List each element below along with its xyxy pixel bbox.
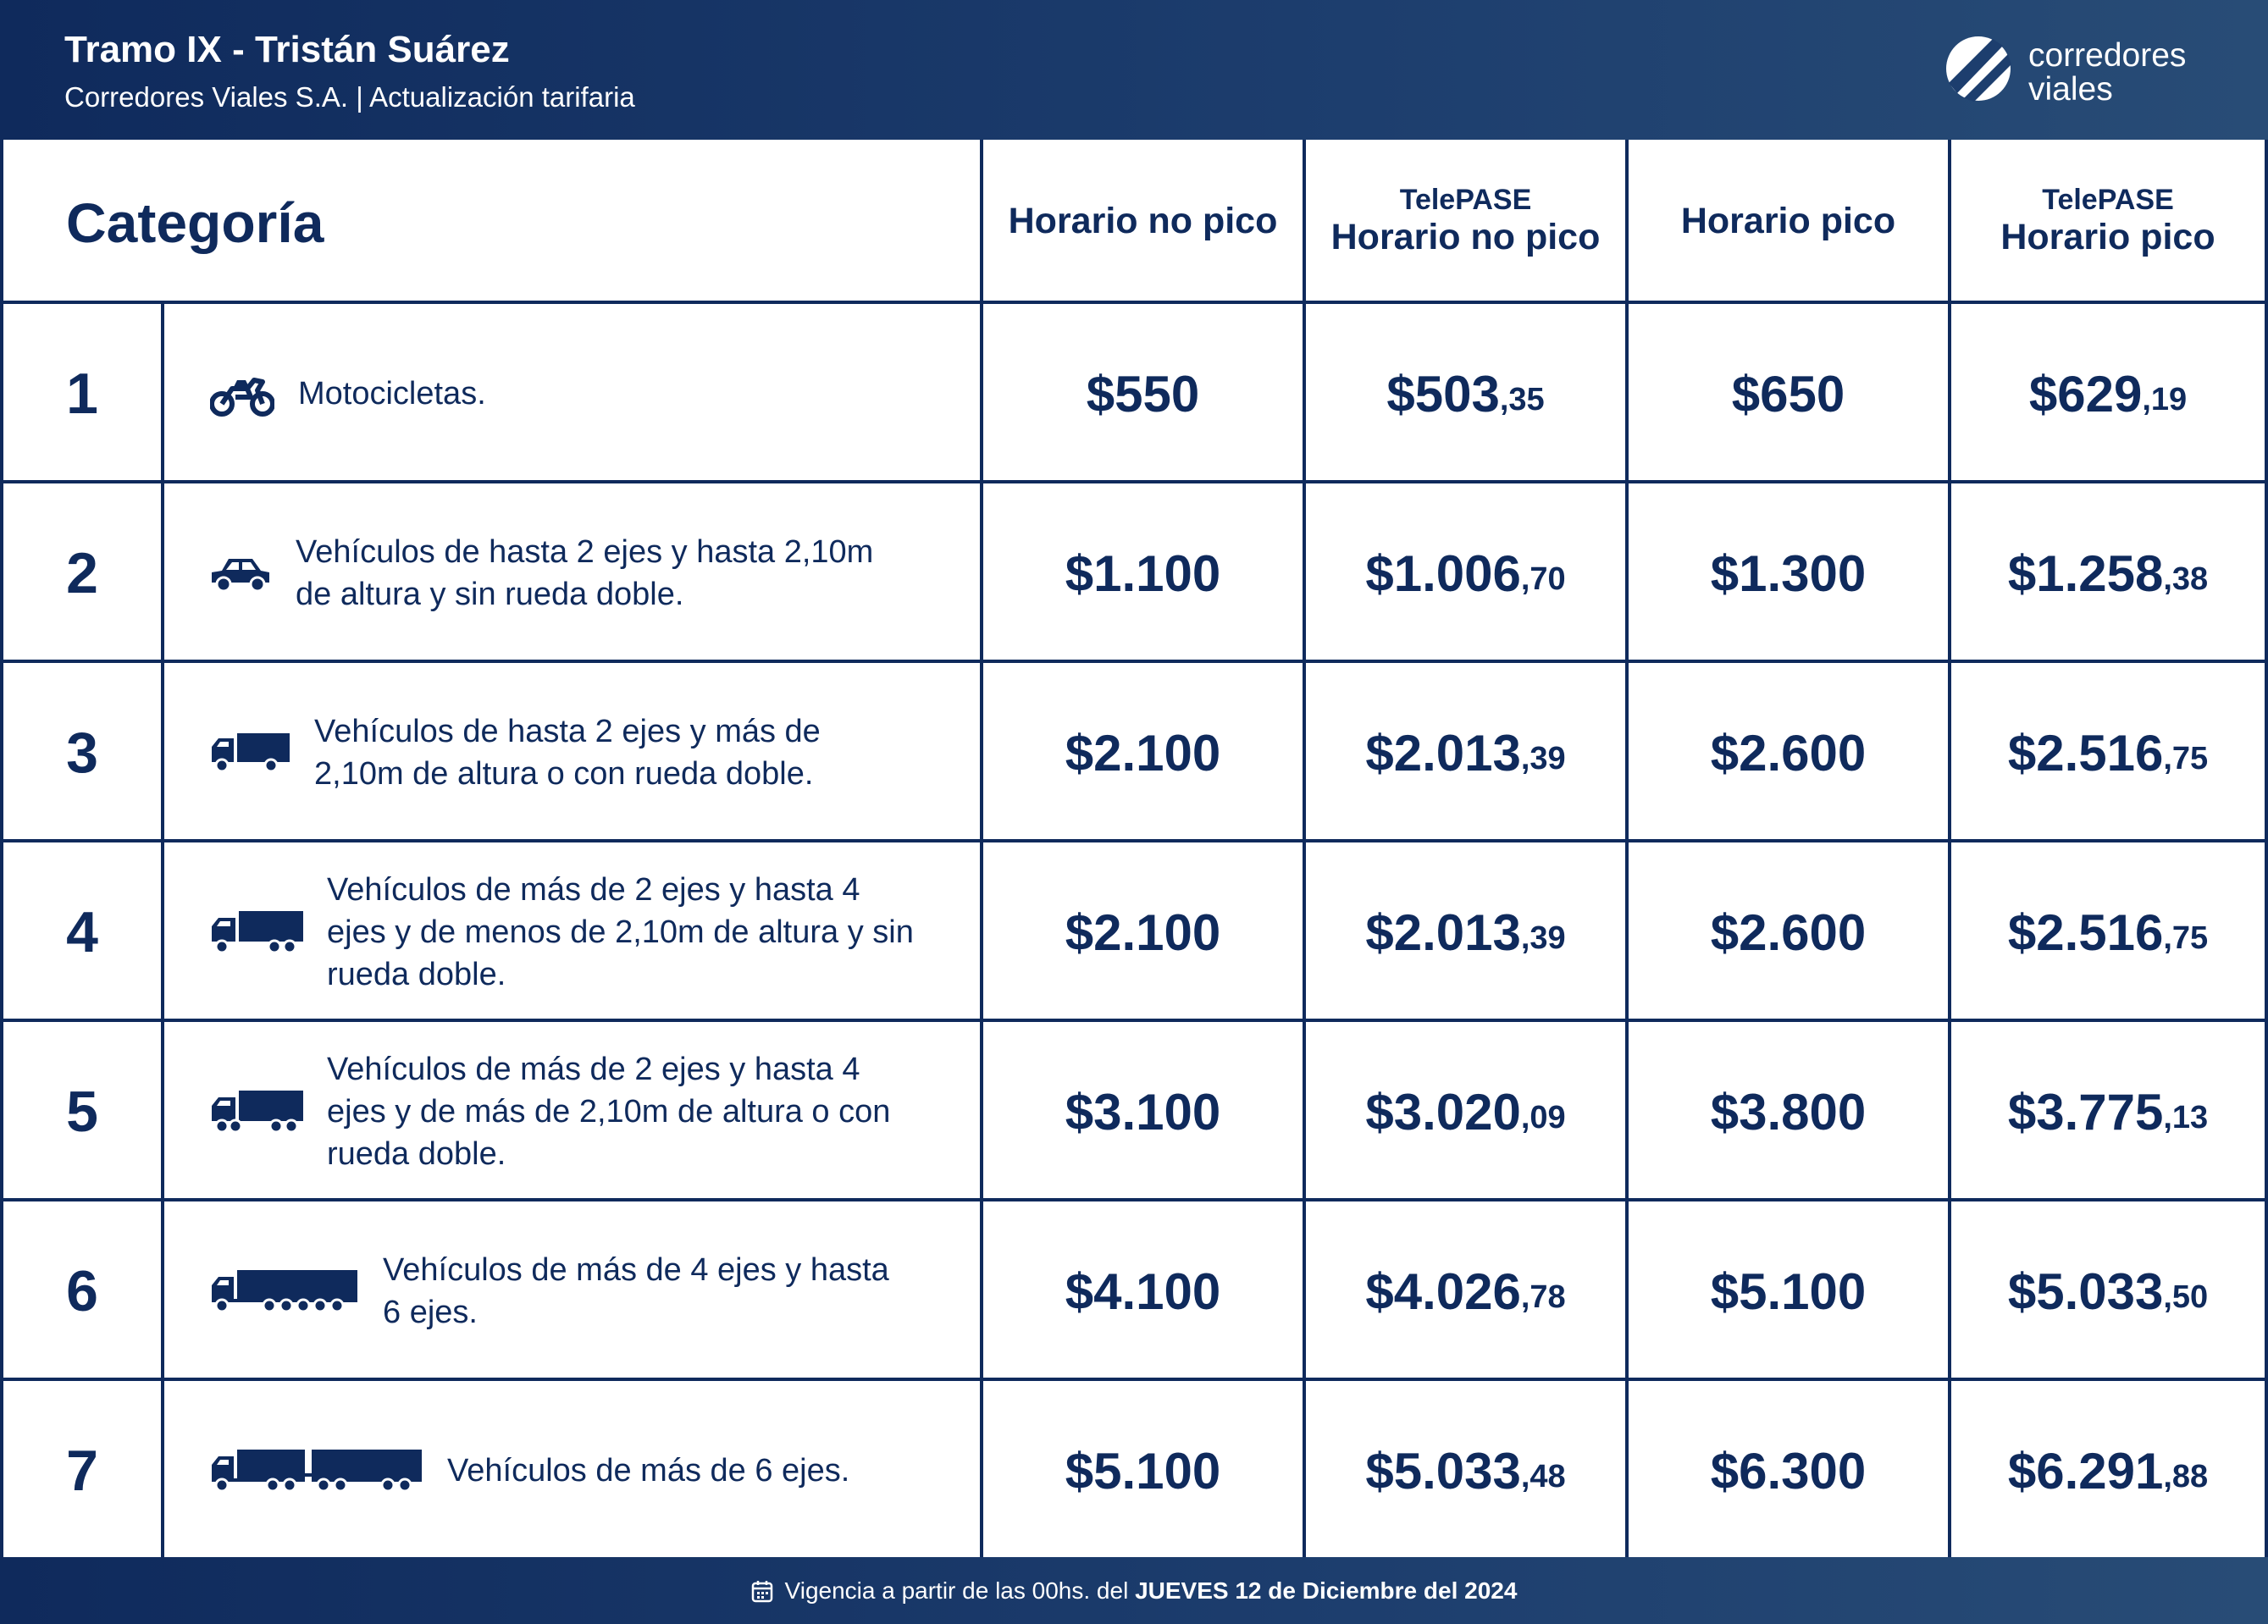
- price-peak: $1.300: [1710, 544, 1867, 602]
- table-row: [3, 663, 2265, 842]
- table-row: [3, 1022, 2265, 1201]
- price-telepase-no-peak: $4.026 ,78: [1365, 1262, 1566, 1320]
- price-no-peak: $1.100: [1065, 544, 1221, 602]
- category-number: 4: [66, 900, 98, 964]
- category-number: 5: [66, 1080, 98, 1144]
- price-telepase-peak: $5.033 ,50: [2007, 1262, 2209, 1320]
- calendar-icon: [751, 1579, 773, 1603]
- truck-3-axle-icon: [210, 842, 305, 1022]
- logo-mark-icon: [1944, 34, 2013, 103]
- category-description: Vehículos de hasta 2 ejes y más de 2,10m de altura o con rueda doble.: [314, 714, 821, 792]
- truck-4-axle-icon: [210, 1022, 305, 1201]
- column-header-telepase-peak: TelePASE Horario pico: [2000, 184, 2215, 257]
- price-no-peak: $2.100: [1065, 903, 1221, 961]
- price-telepase-no-peak: $5.033 ,48: [1365, 1442, 1566, 1500]
- price-no-peak: $5.100: [1065, 1442, 1221, 1500]
- price-telepase-peak: $6.291 ,88: [2007, 1442, 2209, 1500]
- corredores-viales-logo: [1944, 30, 2215, 115]
- price-peak: $3.800: [1710, 1083, 1867, 1141]
- price-no-peak: $550: [1086, 365, 1200, 423]
- table-row: [3, 1381, 2265, 1560]
- table-row: [3, 304, 2265, 483]
- logo-text-line2: viales: [2028, 71, 2113, 108]
- price-telepase-no-peak: $3.020 ,09: [1365, 1083, 1566, 1141]
- price-peak: $2.600: [1710, 724, 1867, 782]
- logo-text-line1: corredores: [2028, 37, 2187, 74]
- price-no-peak: $3.100: [1065, 1083, 1221, 1141]
- column-header-no-peak: Horario no pico: [1008, 201, 1278, 241]
- page-subtitle: Corredores Viales S.A. | Actualización tarifaria: [64, 81, 635, 113]
- small-truck-icon: [210, 663, 291, 842]
- price-telepase-peak: $2.516 ,75: [2007, 903, 2209, 961]
- price-peak: $5.100: [1710, 1262, 1867, 1320]
- price-telepase-no-peak: $1.006 ,70: [1365, 544, 1566, 602]
- category-description: Vehículos de más de 2 ejes y hasta 4 ejes y de menos de 2,10m de altura y sin rueda doble.: [327, 872, 914, 992]
- price-no-peak: $4.100: [1065, 1262, 1221, 1320]
- category-description: Vehículos de más de 2 ejes y hasta 4 ejes y de más de 2,10m de altura o con rueda doble.: [327, 1052, 891, 1172]
- price-telepase-no-peak: $2.013 ,39: [1365, 903, 1566, 961]
- header: [0, 0, 2268, 140]
- category-description: Vehículos de hasta 2 ejes y hasta 2,10m de altura y sin rueda doble.: [296, 534, 874, 612]
- category-description: Vehículos de más de 4 ejes y hasta 6 ejes.: [383, 1252, 889, 1330]
- motorcycle-icon: [210, 304, 274, 483]
- table-row: [3, 483, 2265, 663]
- price-peak: $650: [1731, 365, 1845, 423]
- tariff-table: [0, 140, 2268, 1557]
- page-title: Tramo IX - Tristán Suárez: [64, 29, 510, 70]
- price-telepase-peak: $3.775 ,13: [2007, 1083, 2209, 1141]
- truck-trailer-icon: [210, 1381, 423, 1560]
- price-telepase-peak: $629 ,19: [2028, 365, 2188, 423]
- price-telepase-no-peak: $2.013 ,39: [1365, 724, 1566, 782]
- validity-text: Vigencia a partir de las 00hs. del JUEVES 12 de Diciembre del 2024: [784, 1577, 1518, 1604]
- column-header-telepase-no-peak: TelePASE Horario no pico: [1330, 184, 1601, 257]
- category-description: Vehículos de más de 6 ejes.: [447, 1453, 850, 1489]
- category-description: Motocicletas.: [298, 376, 486, 412]
- price-peak: $2.600: [1710, 903, 1867, 961]
- price-telepase-peak: $1.258 ,38: [2007, 544, 2209, 602]
- category-number: 7: [66, 1439, 98, 1503]
- category-header: Categoría: [66, 191, 324, 254]
- price-peak: $6.300: [1710, 1442, 1867, 1500]
- category-number: 2: [66, 541, 98, 605]
- price-telepase-no-peak: $503 ,35: [1386, 365, 1545, 423]
- category-number: 1: [66, 362, 98, 426]
- category-number: 3: [66, 721, 98, 785]
- table-row: [3, 1201, 2265, 1381]
- table-row: [3, 842, 2265, 1022]
- price-no-peak: $2.100: [1065, 724, 1221, 782]
- category-number: 6: [66, 1259, 98, 1323]
- column-header-peak: Horario pico: [1680, 201, 1896, 241]
- car-icon: [210, 483, 271, 663]
- semi-truck-icon: [210, 1201, 359, 1381]
- price-telepase-peak: $2.516 ,75: [2007, 724, 2209, 782]
- footer: [0, 1557, 2268, 1624]
